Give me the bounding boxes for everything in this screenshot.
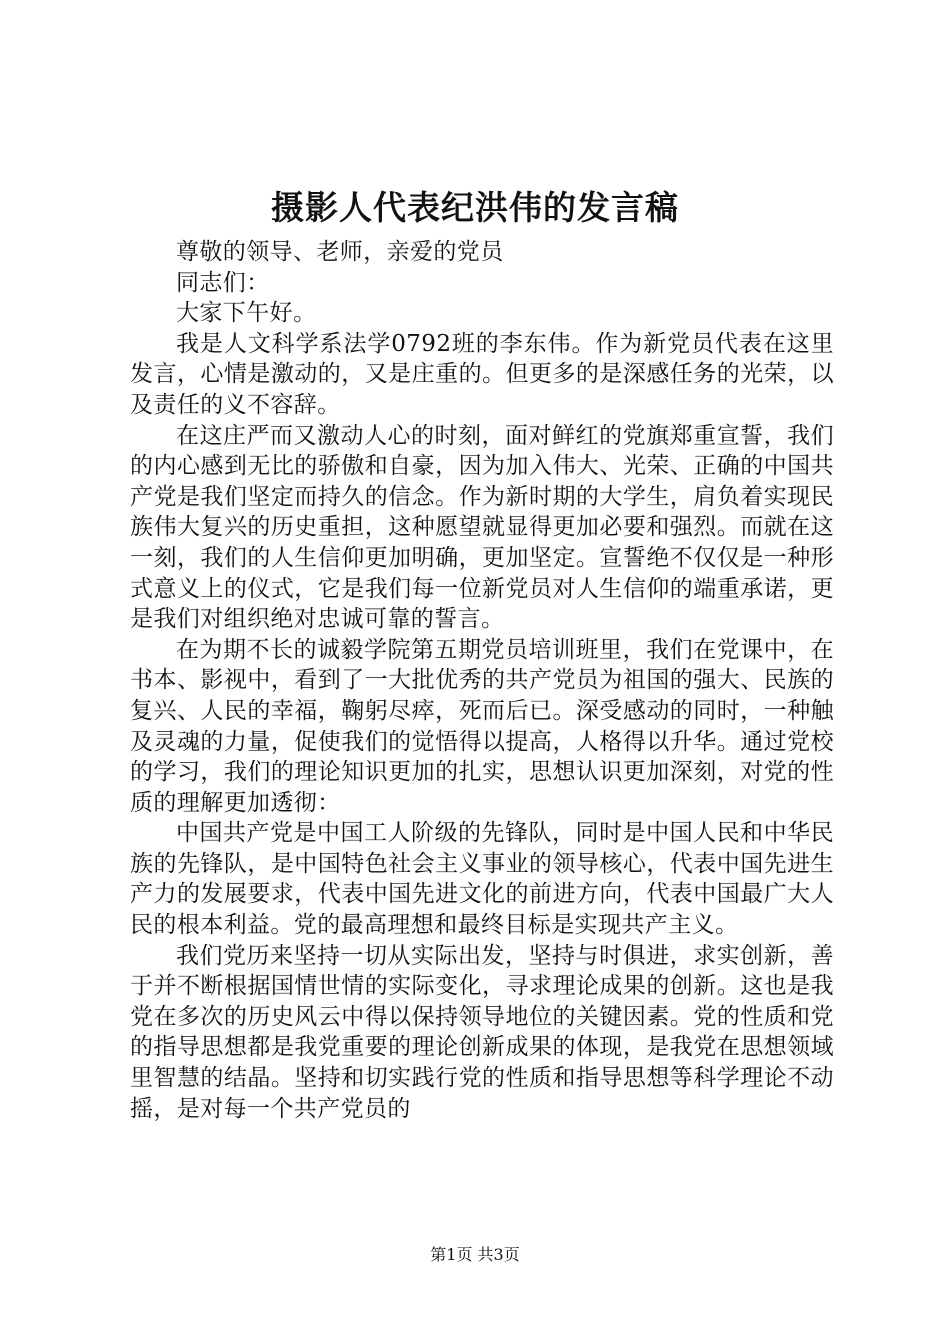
paragraph-salutation-cont: 同志们：	[176, 269, 270, 296]
paragraph-oath: 在这庄严而又激动人心的时刻，面对鲜红的党旗郑重宣誓，我们的内心感到无比的骄傲和自豪，因为加入伟大、光荣、正确的中国共产党是我们坚定而持久的信念。作为新时期的大学生，肩负着实现民族伟大复兴的历史重担，这种愿望就显得更加必要和强烈。而就在这一刻，我们的人生信仰更加明确，更加坚定。宣誓绝不仅仅是一种形式意义上的仪式，它是我们每一位新党员对人生信仰的端重承诺，更是我们对组织绝对忠诚可靠的誓言。	[130, 422, 834, 633]
paragraph-greeting: 大家下午好。	[176, 300, 317, 327]
paragraph-party-nature: 中国共产党是中国工人阶级的先锋队，同时是中国人民和中华民族的先锋队，是中国特色社会主义事业的领导核心，代表中国先进生产力的发展要求，代表中国先进文化的前进方向，代表中国最广大人民的根本利益。党的最高理想和最终目标是实现共产主义。	[130, 820, 834, 939]
paragraph-salutation: 尊敬的领导、老师，亲爱的党员	[176, 239, 504, 265]
document-title: 摄影人代表纪洪伟的发言稿	[271, 188, 679, 227]
paragraph-innovation: 我们党历来坚持一切从实际出发，坚持与时俱进，求实创新，善于并不断根据国情世情的实际变化，寻求理论成果的创新。这也是我党在多次的历史风云中得以保持领导地位的关键因素。党的性质和党的指导思想都是我党重要的理论创新成果的体现，是我党在思想领域里智慧的结晶。坚持和切实践行党的性质和指导思想等科学理论不动摇，是对每一个共产党员的	[130, 942, 834, 1122]
page-number-footer: 第1页 共3页	[430, 1245, 520, 1264]
paragraph-introduction: 我是人文科学系法学0792班的李东伟。作为新党员代表在这里发言，心情是激动的，又是庄重的。但更多的是深感任务的光荣，以及责任的义不容辞。	[130, 330, 834, 418]
paragraph-training: 在为期不长的诚毅学院第五期党员培训班里，我们在党课中，在书本、影视中，看到了一大批优秀的共产党员为祖国的强大、民族的复兴、人民的幸福，鞠躬尽瘁，死而后已。深受感动的同时，一种触及灵魂的力量，促使我们的觉悟得以提高，人格得以升华。通过党校的学习，我们的理论知识更加的扎实，思想认识更加深刻，对党的性质的理解更加透彻：	[130, 636, 834, 816]
document-body	[130, 237, 834, 1124]
